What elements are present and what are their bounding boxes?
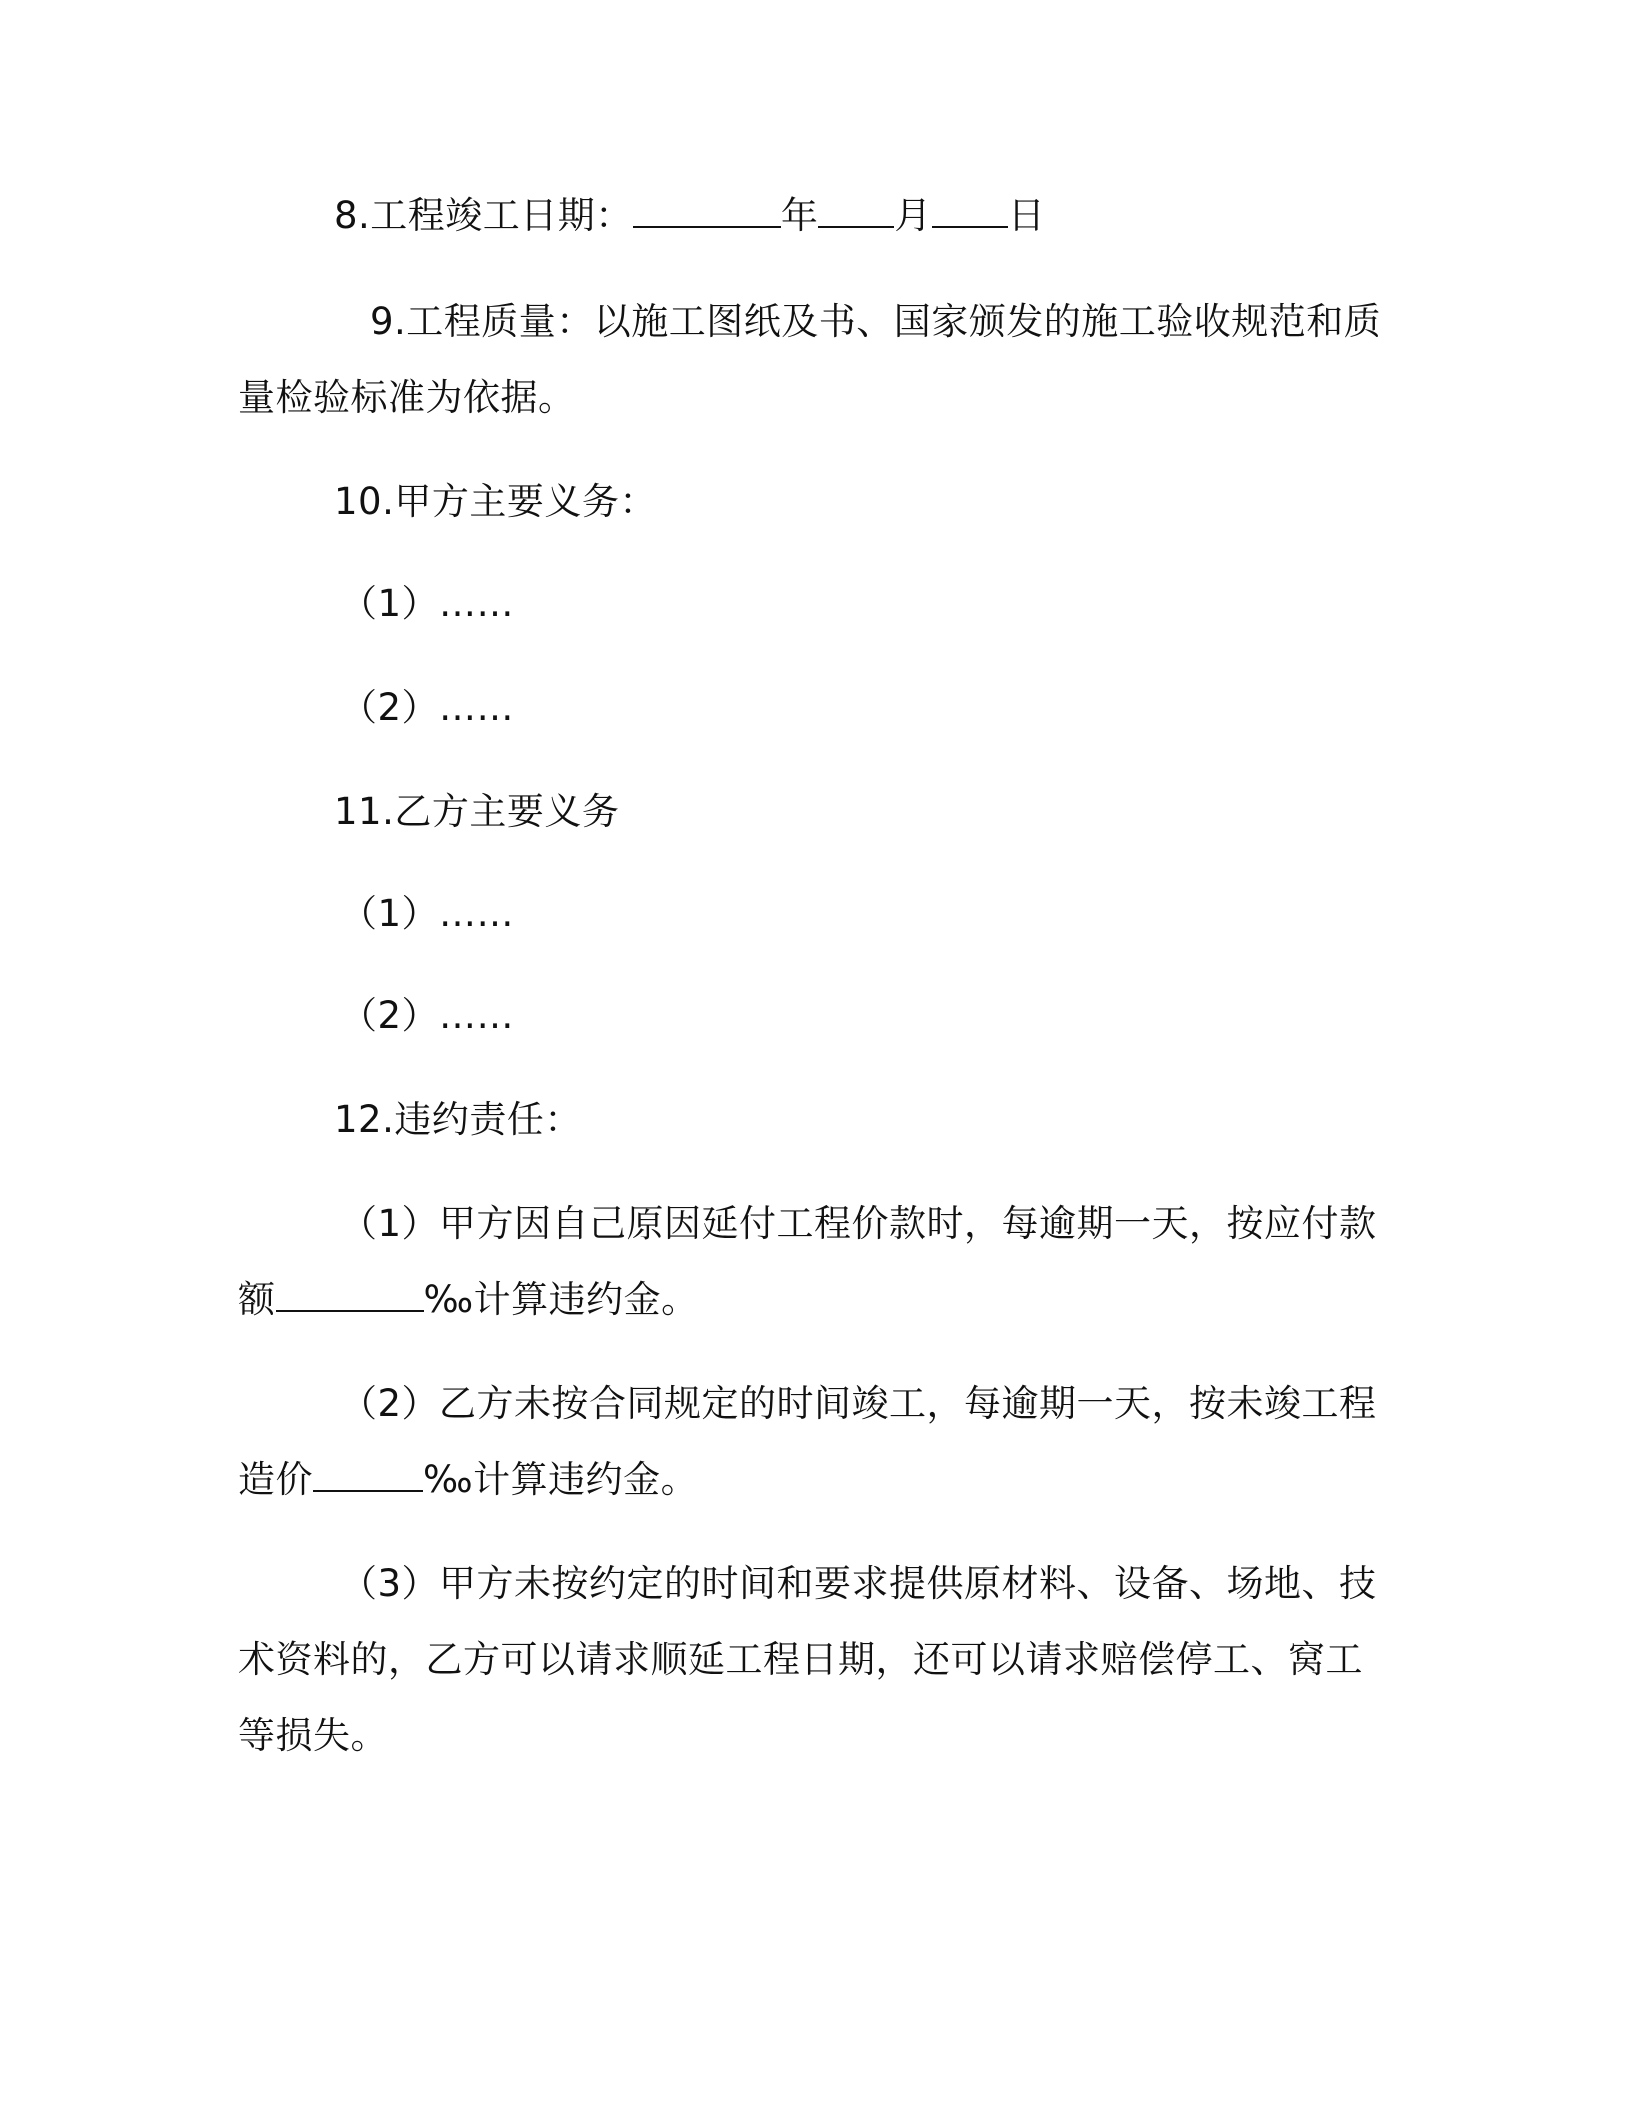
breach-clause-2-line-2 bbox=[238, 1454, 698, 1506]
completion-date-label: 8.工程竣工日期： bbox=[334, 194, 633, 237]
month-label: 月 bbox=[894, 194, 932, 237]
breach-clause-2-line-1: （2）乙方未按合同规定的时间竣工，每逾期一天，按未竣工程 bbox=[340, 1382, 1377, 1425]
party-a-duty-2: （2）…… bbox=[340, 686, 515, 729]
quality-line-1: 9.工程质量：以施工图纸及书、国家颁发的施工验收规范和质 bbox=[370, 300, 1382, 343]
party-a-duties-title: 10.甲方主要义务： bbox=[334, 480, 657, 523]
penalty-rate-blank-2 bbox=[313, 1456, 423, 1492]
month-blank bbox=[818, 192, 894, 228]
breach-clause-3-line-2: 术资料的，乙方可以请求顺延工程日期，还可以请求赔偿停工、窝工 bbox=[238, 1638, 1363, 1681]
quality-line-2: 量检验标准为依据。 bbox=[238, 376, 576, 419]
party-b-duties-title: 11.乙方主要义务 bbox=[334, 790, 620, 833]
breach-clause-1-line-1: （1）甲方因自己原因延付工程价款时，每逾期一天，按应付款 bbox=[340, 1202, 1377, 1245]
party-b-duty-1: （1）…… bbox=[340, 892, 515, 935]
day-label: 日 bbox=[1007, 194, 1046, 237]
day-blank bbox=[932, 192, 1008, 228]
breach-clause-3-line-1: （3）甲方未按约定的时间和要求提供原材料、设备、场地、技 bbox=[340, 1562, 1377, 1605]
party-a-duty-1: （1）…… bbox=[340, 582, 515, 625]
breach-clause-1-line-2 bbox=[238, 1274, 699, 1326]
breach-clause-2-suffix: ‰计算违约金。 bbox=[423, 1458, 699, 1501]
year-label: 年 bbox=[780, 194, 819, 237]
completion-date-line bbox=[334, 190, 1045, 242]
penalty-rate-blank-1 bbox=[276, 1276, 424, 1312]
breach-liability-title: 12.违约责任： bbox=[334, 1098, 582, 1141]
breach-clause-1-suffix: ‰计算违约金。 bbox=[423, 1278, 699, 1321]
year-blank bbox=[633, 192, 781, 228]
breach-clause-3-line-3: 等损失。 bbox=[238, 1714, 388, 1757]
party-b-duty-2: （2）…… bbox=[340, 994, 515, 1037]
breach-clause-1-prefix: 额 bbox=[238, 1278, 276, 1321]
breach-clause-2-prefix: 造价 bbox=[238, 1458, 313, 1501]
